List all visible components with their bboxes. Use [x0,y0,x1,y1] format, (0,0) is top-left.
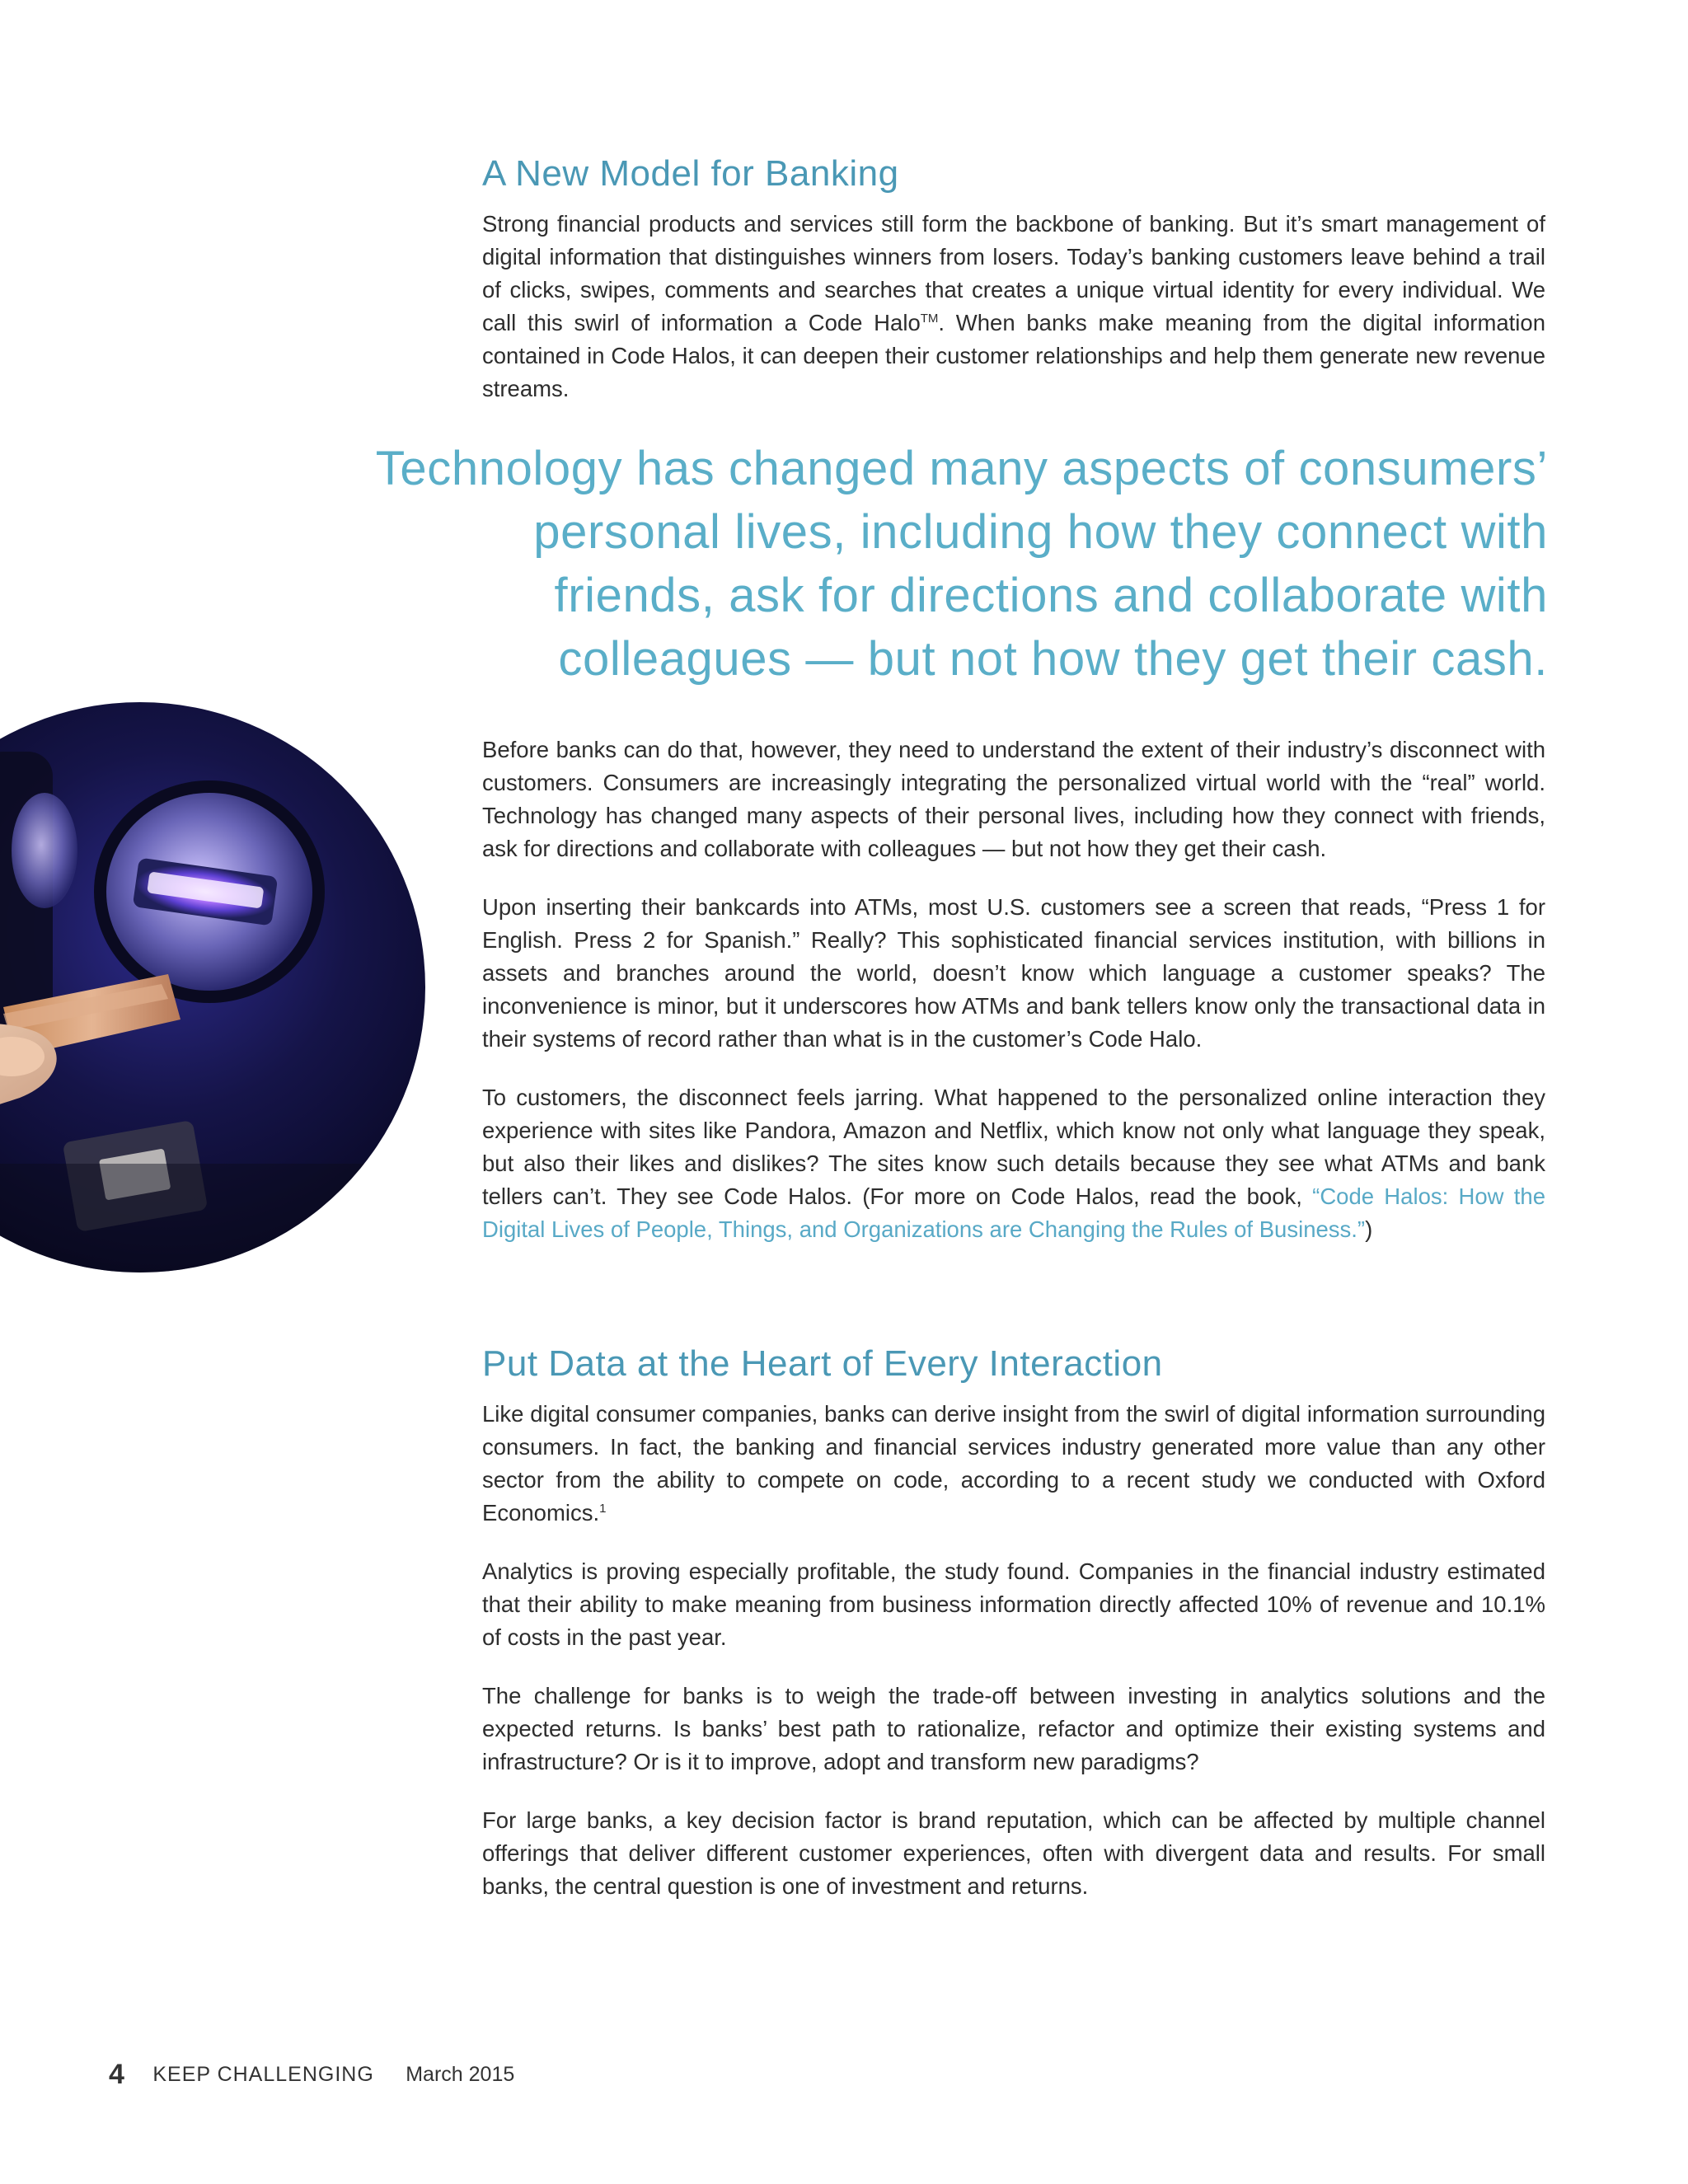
analytics-paragraph: Analytics is proving especially profitable, the study found. Companies in the financial industry estimated that their ability to make meaning from business information directly affected 10% of revenue and 10.1% of costs in the past year. [482,1558,1545,1650]
challenge-paragraph: The challenge for banks is to weigh the trade-off between investing in analytics solutions and the expected returns. Is banks’ best path to rationalize, refactor and optimize their existing systems and infrastructure? Or is it to improve, adopt and transform new paradigms? [482,1683,1545,1774]
pull-quote [272,437,1548,691]
page-footer [109,2059,514,2091]
pull-quote-line: colleagues — but not how they get their cash. [558,632,1548,686]
section-heading: A New Model for Banking [482,153,899,194]
intro-paragraph-block [482,208,1545,405]
large-banks-paragraph: For large banks, a key decision factor is brand reputation, which can be affected by multiple channel offerings that deliver different customer experiences, often with divergent data and results. For small banks, the central question is one of investment and returns. [482,1807,1545,1899]
pull-quote-line: personal lives, including how they connect with [533,505,1548,559]
code-halos-book-link[interactable]: “Code Halos: How the Digital Lives of People, Things, and Organizations are Changing the Rules of Business.” [482,1183,1545,1242]
code-halos-paragraph-text: To customers, the disconnect feels jarring. What happened to the personalized online interaction they experience with sites like Pandora, Amazon and Netflix, which know not only what language they speak, but also their likes and dislikes? The sites know such details because they see what ATMs and bank tellers can’t. They see Code Halos. (For more on Code Halos, read the book, [482,1085,1545,1209]
footnote-marker: 1 [599,1501,607,1516]
trademark-mark: TM [920,311,939,326]
consumer-companies-paragraph-text: Like digital consumer companies, banks can derive insight from the swirl of digital information surrounding consumers. In fact, the banking and financial services industry generated more value than any other sector from the ability to compete on code, according to a recent study we conducted with Oxford Economics. [482,1401,1545,1526]
intro-paragraph [482,208,1545,405]
code-halos-paragraph [482,1081,1545,1246]
section-heading: Put Data at the Heart of Every Interaction [482,1343,1163,1384]
page-number: 4 [109,2059,124,2090]
body-block-2 [482,1398,1545,1903]
code-halos-paragraph-close: ) [1365,1216,1373,1242]
pull-quote-line: friends, ask for directions and collaborate with [554,569,1548,622]
publication-date: March 2015 [406,2063,515,2086]
atm-cash-photo [0,702,425,1272]
intro-paragraph-text: Strong financial products and services still form the backbone of banking. But it’s smart management of digital information that distinguishes winners from losers. Today’s banking customers leave behind a trail of clicks, swipes, comments and searches that creates a unique virtual identity for every individual. We call this swirl of information a Code Halo [482,211,1545,335]
body-block-1 [482,733,1545,1246]
pull-quote-line: Technology has changed many aspects of consumers’ [375,442,1548,495]
intro-paragraph-text-end: . When banks make meaning from the digital information contained in Code Halos, it can deepen their customer relationships and help them generate new revenue streams. [482,310,1545,401]
atm-language-paragraph: Upon inserting their bankcards into ATMs, most U.S. customers see a screen that reads, “Press 1 for English. Press 2 for Spanish.” Really? This sophisticated financial services institution, with billions in assets and branches around the world, doesn’t know which language a customer speaks? The inconvenience is minor, but it underscores how ATMs and bank tellers know only the transactional data in their systems of record rather than what is in the customer’s Code Halo. [482,894,1545,1052]
atm-illustration [0,702,425,1272]
section-data-interaction [482,1343,1545,1385]
disconnect-paragraph: Before banks can do that, however, they need to understand the extent of their industry’s disconnect with customers. Consumers are increasingly integrating the personalized virtual world with the “real” world. Technology has changed many aspects of their personal lives, including how they connect with friends, ask for directions and collaborate with colleagues — but not how they get their cash. [482,737,1545,861]
section-model-for-banking [482,153,1545,194]
consumer-companies-paragraph [482,1398,1545,1530]
publication-name: KEEP CHALLENGING [152,2063,374,2086]
